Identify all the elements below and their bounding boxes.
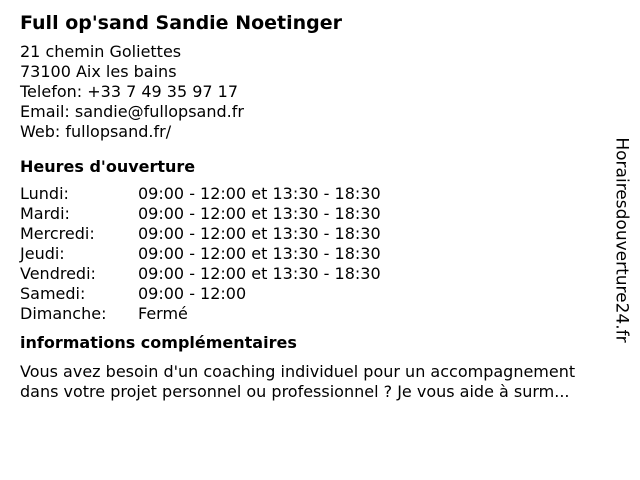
hours-row-saturday: [20, 284, 610, 304]
address-line-1: 21 chemin Goliettes: [20, 42, 182, 61]
day-label: Dimanche:: [20, 304, 107, 323]
hours-value: 09:00 - 12:00 et 13:30 - 18:30: [138, 264, 381, 283]
hours-row-sunday: [20, 304, 610, 324]
email-line: Email: sandie@fullopsand.fr: [20, 102, 244, 121]
phone-line: Telefon: +33 7 49 35 97 17: [20, 82, 239, 101]
day-label: Lundi:: [20, 184, 69, 203]
description-line-2: dans votre projet personnel ou professionnel ? Je vous aide à surm...: [20, 382, 570, 401]
hours-row-friday: [20, 264, 610, 284]
hours-row-monday: [20, 184, 610, 204]
description-line-1: Vous avez besoin d'un coaching individuel pour un accompagnement: [20, 362, 576, 381]
day-label: Samedi:: [20, 284, 86, 303]
additional-info-heading: informations complémentaires: [20, 333, 297, 352]
day-label: Jeudi:: [20, 244, 65, 263]
business-card: [20, 10, 610, 402]
watermark-text: Horairesdouverture24.fr: [612, 137, 632, 343]
hours-row-tuesday: [20, 204, 610, 224]
day-label: Mercredi:: [20, 224, 95, 243]
day-label: Mardi:: [20, 204, 70, 223]
hours-value: 09:00 - 12:00 et 13:30 - 18:30: [138, 224, 381, 243]
address-line-2: 73100 Aix les bains: [20, 62, 177, 81]
opening-hours-heading: Heures d'ouverture: [20, 157, 196, 176]
hours-value: Fermé: [138, 304, 188, 323]
opening-hours-table: [20, 184, 610, 324]
hours-value: 09:00 - 12:00 et 13:30 - 18:30: [138, 244, 381, 263]
web-line: Web: fullopsand.fr/: [20, 122, 172, 141]
business-name: Full op'sand Sandie Noetinger: [20, 12, 343, 34]
hours-value: 09:00 - 12:00: [138, 284, 247, 303]
hours-row-wednesday: [20, 224, 610, 244]
hours-value: 09:00 - 12:00 et 13:30 - 18:30: [138, 184, 381, 203]
hours-row-thursday: [20, 244, 610, 264]
site-watermark: [612, 134, 632, 346]
hours-value: 09:00 - 12:00 et 13:30 - 18:30: [138, 204, 381, 223]
day-label: Vendredi:: [20, 264, 96, 283]
